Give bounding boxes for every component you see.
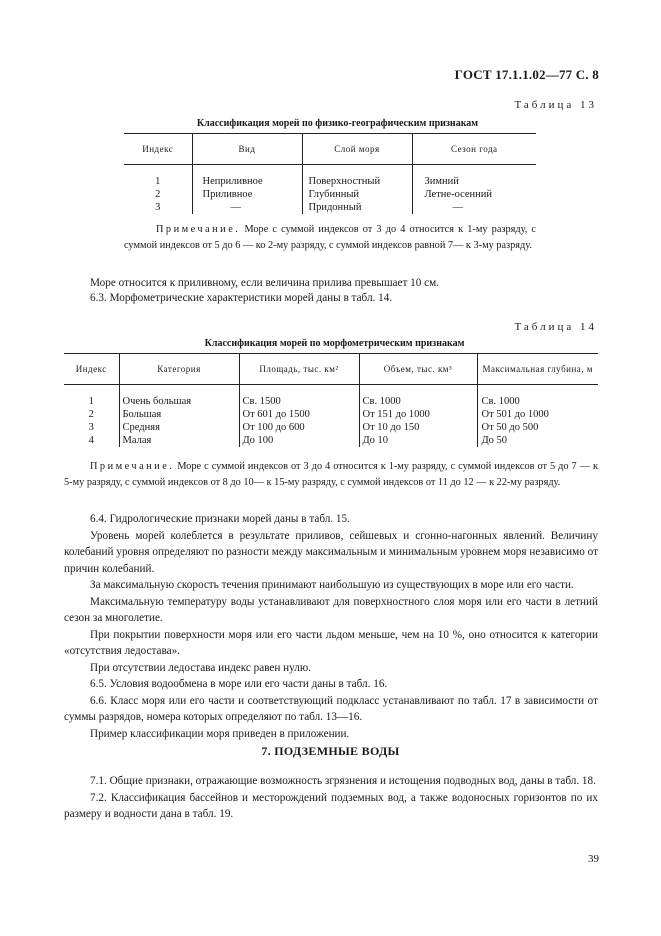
table14-header-cell: Индекс [64,354,119,385]
table-cell: Св. 1500 [239,385,359,409]
paragraph: За максимальную скорость течения принимают наибольшую из существующих в море или его части. [90,579,574,591]
table-cell: 1 [155,176,161,187]
table-cell: От 601 до 1500 [239,408,359,421]
table-cell: От 151 до 1000 [359,408,477,421]
table-cell: До 100 [239,434,359,447]
table14-note [64,459,598,490]
note-label: Примечание. [90,461,175,472]
table-cell: До 50 [477,434,598,447]
table14-header-cell: Категория [119,354,239,385]
paragraph: При покрытии поверхности моря или его части льдом меньше, чем на 10 %, оно относится к категории «отсутствия ледостава». [64,628,598,657]
table-row [124,165,536,189]
paragraph: 6.4. Гидрологические признаки морей даны в табл. 15. [90,513,350,525]
section-title: 7. ПОДЗЕМНЫЕ ВОДЫ [261,744,400,758]
table13-caption: Таблица 13 [514,99,597,111]
table-cell: Св. 1000 [477,385,598,409]
table-cell: От 501 до 1000 [477,408,598,421]
table-cell: От 10 до 150 [359,421,477,434]
table-cell: Св. 1000 [359,385,477,409]
table-cell: До 10 [359,434,477,447]
paragraph-6-3: 6.3. Морфометрические характеристики морей даны в табл. 14. [90,292,393,304]
table-cell: Зимний [412,165,536,189]
table14-header-cell: Площадь, тыс. км² [239,354,359,385]
table14-header-row [64,354,598,385]
table-cell: Летне-осенний [412,188,536,201]
table-cell: 3 [88,422,94,433]
table-row [64,434,598,447]
table-cell: От 100 до 600 [239,421,359,434]
table-row [124,201,536,214]
paragraph: 6.6. Класс моря или его части и соответствующий подкласс устанавливают по табл. 17 в зависимости от суммы разрядов, номера которых определяют по табл. 13—16. [64,694,598,723]
table13-title: Классификация морей по физико-географическим признакам [196,118,479,129]
note-text: Море с суммой индексов от 3 до 4 относится к 1-му разряду, с суммой индексов от 5 до 7 — к 5-му разряду, с суммой индексов от 8 до 10— к 15-му разряду, с суммой индексов от 11 до 12 — к 22-му разряду. [64,461,598,488]
table-row [64,408,598,421]
paragraph: 6.5. Условия водообмена в море или его части даны в табл. 16. [90,678,388,690]
document-header: ГОСТ 17.1.1.02—77 С. 8 [454,67,599,82]
table-cell: — [192,201,302,214]
table-row [124,188,536,201]
paragraph: 7.2. Классификация бассейнов и месторождений подземных вод, а также водоносных горизонтов по их размеру и водности дана в табл. 19. [64,791,598,820]
body-section-6 [64,511,598,742]
table-cell: Неприливное [192,165,302,189]
table-row [64,421,598,434]
table-cell: — [412,201,536,214]
table13-header-cell: Индекс [124,134,192,165]
paragraph: Уровень морей колеблется в результате приливов, сейшевых и сгонно-нагонных явлений. Величину колебаний уровня определяют по разности между максимальным и минимальным уровнем моря независимо от причин колебаний. [64,529,598,575]
table13-header-cell: Вид [192,134,302,165]
table-cell: 2 [88,409,94,420]
table-cell: От 50 до 500 [477,421,598,434]
table-cell: 4 [88,435,94,446]
table13-header-cell: Слой моря [302,134,412,165]
paragraph: Максимальную температуру воды устанавливают для поверхностного слоя моря или его части в летний сезон за многолетие. [64,595,598,624]
table13-header-row [124,134,536,165]
table13-note [124,222,536,253]
note-text: Море с суммой индексов от 3 до 4 относится к 1-му разряду, с суммой индексов от 5 до 6 — ко 2-му разряду, с суммой индексов равной 7— к 3-му разряду. [124,224,536,251]
table-cell: Поверхностный [302,165,412,189]
table-cell: Придонный [302,201,412,214]
table-cell: Малая [119,434,239,447]
table14-title: Классификация морей по морфометрическим признакам [204,338,465,349]
table14-header-cell: Максимальная глубина, м [477,354,598,385]
table-cell: Приливное [192,188,302,201]
table14-header-cell: Объем, тыс. км³ [359,354,477,385]
table-cell: Глубинный [302,188,412,201]
paragraph: При отсутствии ледостава индекс равен нулю. [90,661,311,674]
paragraph: Пример классификации моря приведен в приложении. [90,727,350,740]
table-cell: Очень большая [119,385,239,409]
paragraph-tide: Море относится к приливному, если величина прилива превышает 10 см. [90,277,439,289]
note-label: Примечание. [156,224,241,235]
table-cell: 1 [88,396,94,407]
table13 [124,133,536,214]
table-cell: Большая [119,408,239,421]
table14-caption: Таблица 14 [514,321,597,333]
page-number: 39 [588,853,599,865]
table14 [64,353,598,447]
table-cell: 3 [155,202,161,213]
table-row [64,385,598,409]
table13-header-cell: Сезон года [412,134,536,165]
body-section-7 [64,773,598,823]
paragraph: 7.1. Общие признаки, отражающие возможность згрязнения и истощения подводных вод, даны в табл. 18. [90,775,596,787]
table-cell: Средняя [119,421,239,434]
table-cell: 2 [155,189,161,200]
